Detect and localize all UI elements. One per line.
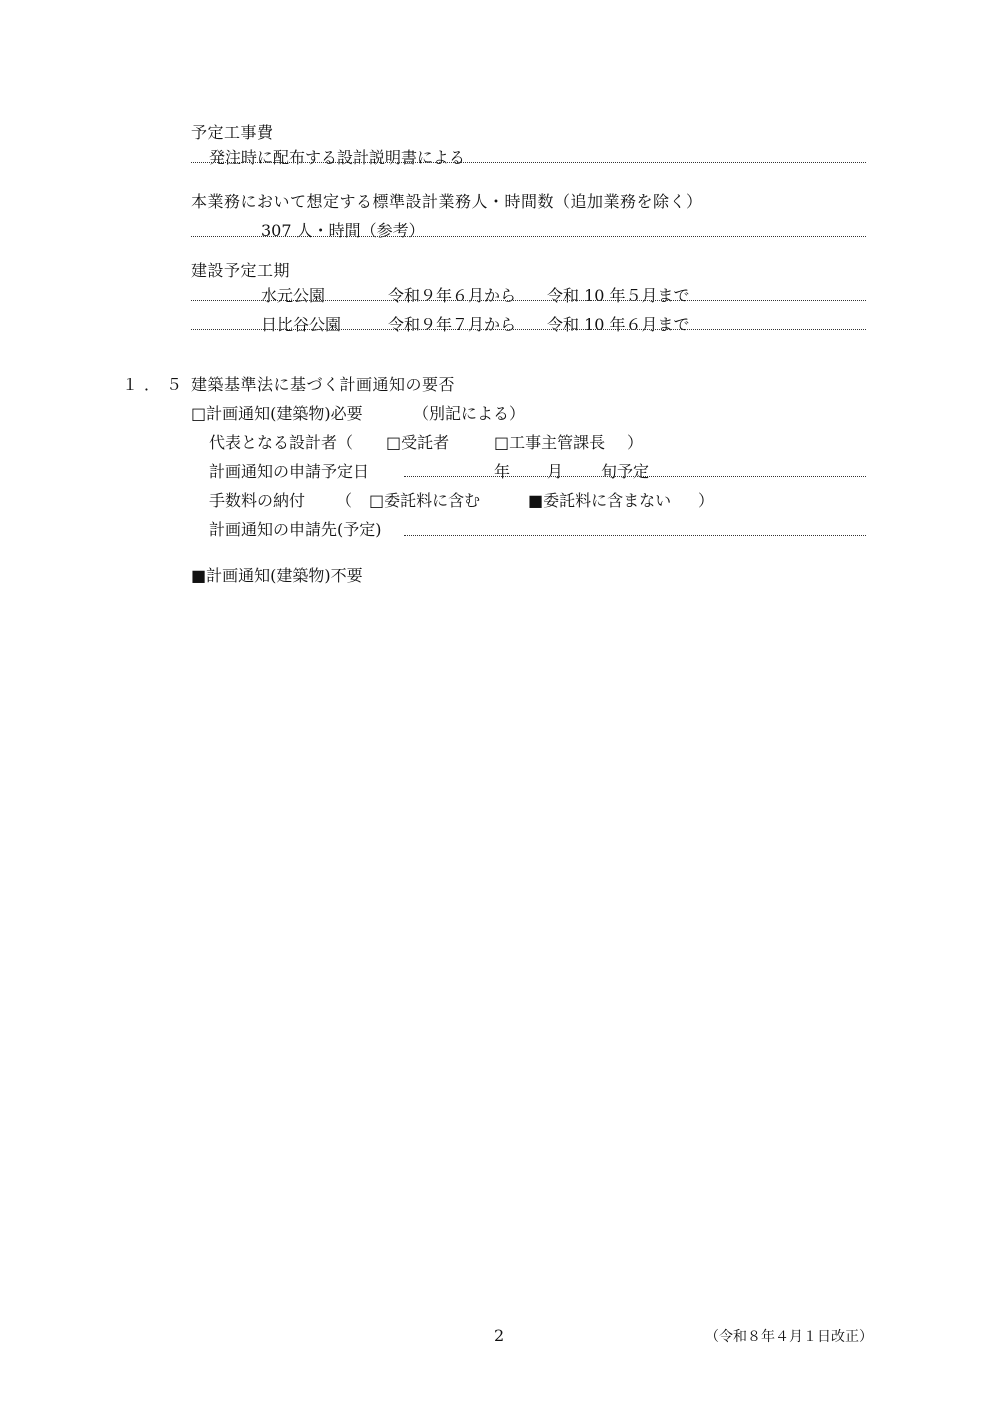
checkbox-icon[interactable]: □ [191, 404, 207, 423]
rep-designer-label: 代表となる設計者（ [209, 433, 354, 452]
design-hours-heading: 本業務において想定する標準設計業務人・時間数（追加業務を除く） [191, 192, 703, 211]
design-hours-value: 307 人・時間（参考） [261, 221, 425, 240]
application-date-month: 月 [547, 462, 564, 481]
application-date-label: 計画通知の申請予定日 [209, 462, 370, 481]
rep-designer-option-contractor[interactable]: □受託者 [386, 433, 450, 452]
application-date-year: 年 [494, 462, 511, 481]
period-row-from: 令和９年７月から [388, 315, 517, 334]
construction-period-heading: 建設予定工期 [191, 261, 291, 280]
dotted-rule [191, 329, 866, 330]
revision-note: （令和８年４月１日改正） [705, 1329, 873, 1345]
dotted-rule [191, 236, 866, 237]
estimated-cost-value: 発注時に配布する設計説明書による [209, 148, 466, 167]
section-title: 建築基準法に基づく計画通知の要否 [191, 375, 456, 394]
period-row-place: 水元公園 [261, 286, 326, 305]
page-number: 2 [494, 1326, 505, 1345]
destination-field[interactable] [404, 535, 866, 536]
fee-option-included[interactable]: □委託料に含む [369, 491, 481, 510]
period-row-to: 令和 10 年５月まで [547, 286, 690, 305]
period-row-to: 令和 10 年６月まで [547, 315, 690, 334]
fee-open: （ [336, 491, 353, 510]
dotted-rule [191, 162, 866, 163]
required-line [191, 401, 363, 424]
fee-close: ） [698, 491, 715, 510]
period-row-from: 令和９年６月から [388, 286, 517, 305]
application-date-field[interactable] [404, 476, 866, 477]
rep-designer-option-manager[interactable]: □工事主管課長 [494, 433, 606, 452]
estimated-cost-heading: 予定工事費 [191, 123, 274, 142]
application-date-period: 旬予定 [601, 462, 650, 481]
fee-label: 手数料の納付 [209, 491, 306, 510]
required-note: （別記による） [413, 404, 526, 423]
dotted-rule [191, 300, 866, 301]
period-row-place: 日比谷公園 [261, 315, 342, 334]
required-label: 計画通知(建築物)必要 [206, 404, 363, 423]
not-required-line: ■計画通知(建築物)不要 [191, 566, 363, 585]
destination-label: 計画通知の申請先(予定) [209, 520, 382, 539]
rep-designer-close: ） [627, 433, 644, 452]
section-number: １．５ [122, 375, 189, 394]
fee-option-not-included[interactable]: ■委託料に含まない [528, 491, 672, 510]
